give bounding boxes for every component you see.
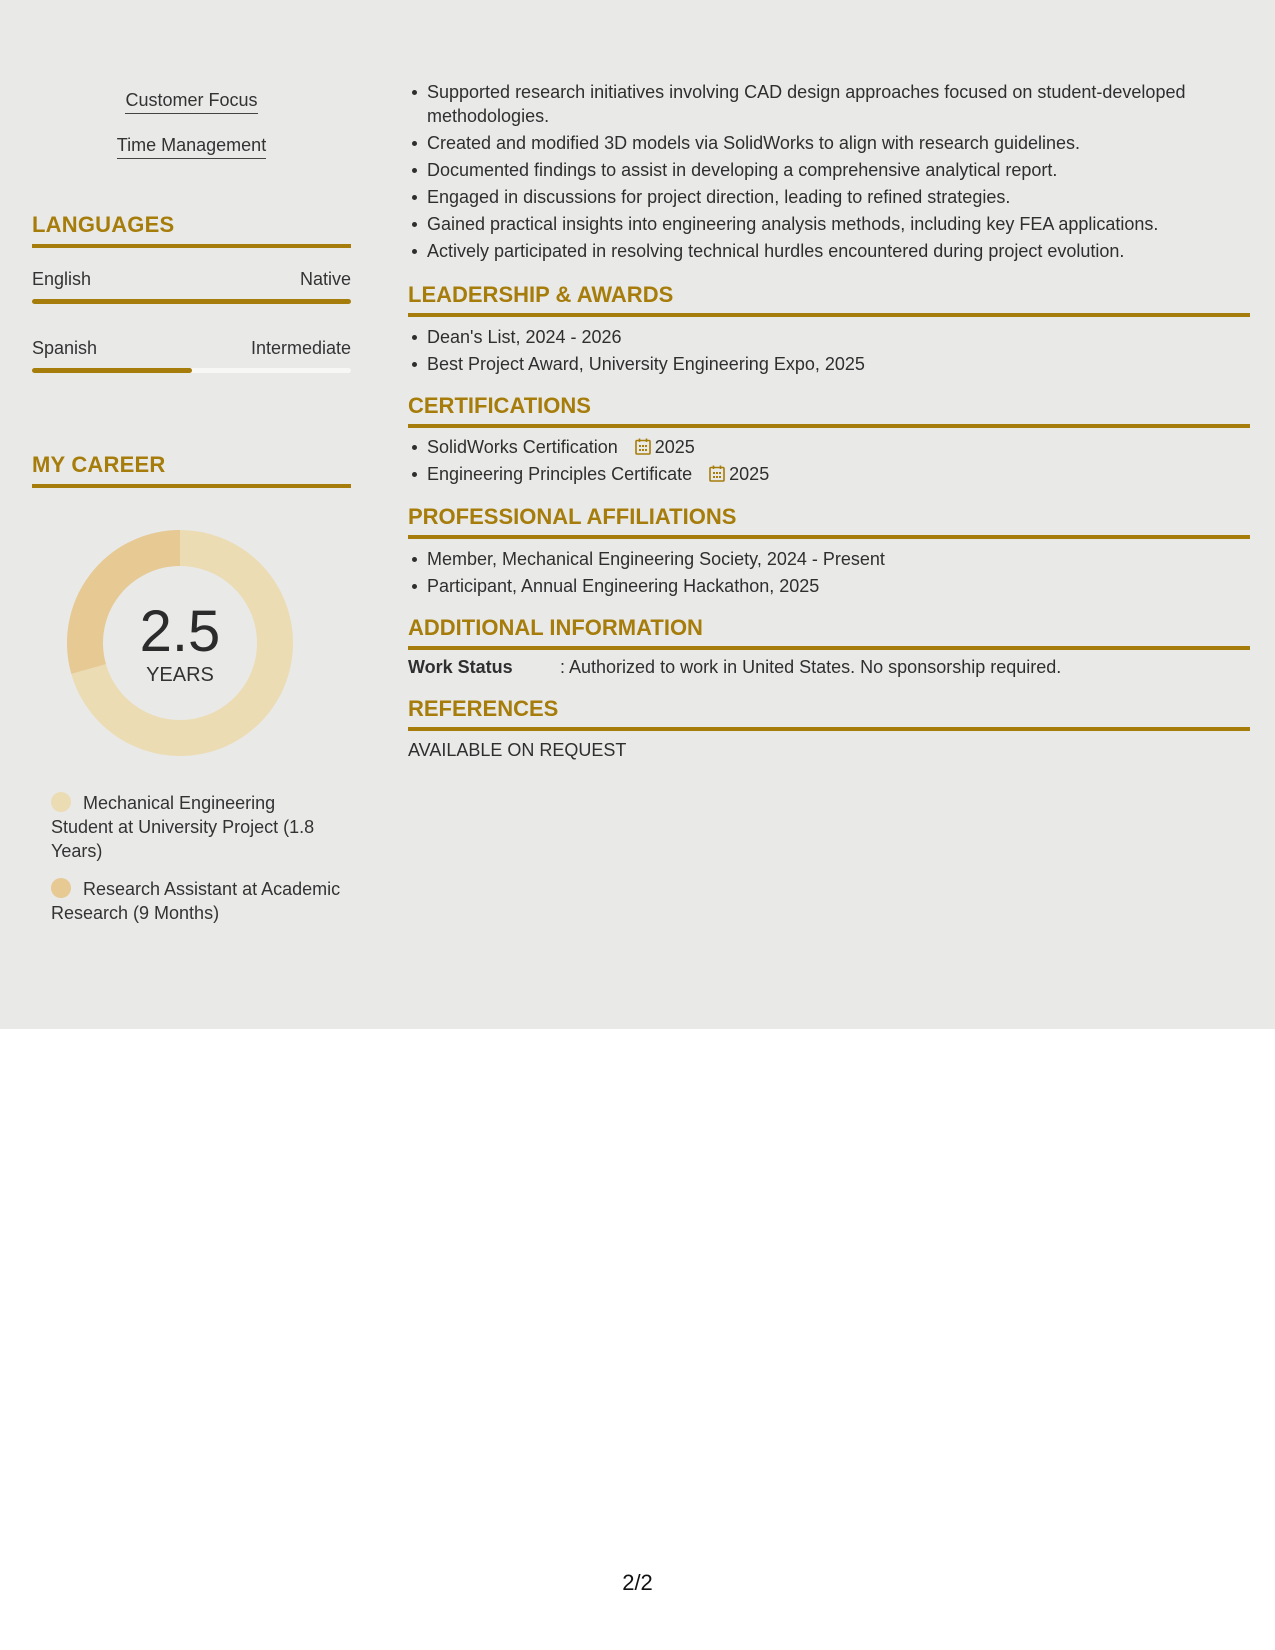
career-donut-chart (67, 530, 293, 756)
certification-item (427, 462, 1250, 486)
certification-item (427, 435, 1250, 459)
references-text: AVAILABLE ON REQUEST (408, 740, 627, 760)
language-name: Spanish (32, 338, 98, 358)
skill-item (32, 88, 351, 114)
career-total-years: 2.5 (139, 599, 221, 664)
experience-bullet: Created and modified 3D models via SolidWorks to align with research guidelines. (427, 131, 1250, 155)
page-number: 2/2 (622, 1570, 653, 1595)
language-proficiency-bar (32, 299, 351, 304)
leadership-item: Best Project Award, University Engineering Expo, 2025 (427, 352, 1250, 376)
certifications-heading: CERTIFICATIONS (408, 393, 1250, 428)
skill-label: Time Management (117, 133, 266, 159)
languages-heading: LANGUAGES (32, 212, 351, 248)
references-heading: REFERENCES (408, 696, 1250, 731)
experience-bullet: Documented findings to assist in developing a comprehensive analytical report. (427, 158, 1250, 182)
leadership-heading: LEADERSHIP & AWARDS (408, 282, 1250, 317)
donut-center (67, 530, 293, 756)
leadership-list (408, 325, 1250, 379)
affiliation-item: Member, Mechanical Engineering Society, 2024 - Present (427, 547, 1250, 571)
legend-label: Mechanical Engineering Student at University Project (1.8 Years) (51, 793, 315, 861)
legend-swatch (51, 878, 71, 898)
certification-name: SolidWorks Certification (427, 437, 618, 457)
certification-year: 2025 (654, 437, 695, 457)
legend-label: Research Assistant at Academic Research (9 Months) (51, 879, 341, 923)
work-status-row (408, 657, 1250, 678)
additional-info-heading: ADDITIONAL INFORMATION (408, 615, 1250, 650)
calendar-icon (709, 465, 725, 482)
experience-bullet: Actively participated in resolving technical hurdles encountered during project evolution. (427, 239, 1250, 263)
leadership-item: Dean's List, 2024 - 2026 (427, 325, 1250, 349)
skill-item (32, 133, 351, 159)
skill-label: Customer Focus (125, 88, 257, 114)
certifications-list (408, 435, 1250, 489)
experience-bullet: Gained practical insights into engineering analysis methods, including key FEA applications. (427, 212, 1250, 236)
work-status-value: : Authorized to work in United States. No sponsorship required. (560, 657, 1062, 677)
career-heading: MY CAREER (32, 452, 351, 488)
career-total-unit: YEARS (146, 664, 214, 686)
experience-bullets (408, 80, 1250, 266)
calendar-icon (635, 438, 651, 455)
language-level: Intermediate (250, 338, 351, 358)
certification-name: Engineering Principles Certificate (427, 464, 693, 484)
affiliations-heading: PROFESSIONAL AFFILIATIONS (408, 504, 1250, 539)
language-proficiency-fill (32, 299, 351, 304)
language-proficiency-fill (32, 368, 192, 373)
career-legend-item (51, 877, 341, 925)
certification-year: 2025 (729, 464, 770, 484)
experience-bullet: Supported research initiatives involving CAD design approaches focused on student-developed methodologies. (427, 80, 1250, 128)
language-level: Native (299, 269, 351, 289)
language-name: English (32, 269, 92, 289)
career-legend-item (51, 791, 341, 863)
language-proficiency-bar (32, 368, 351, 373)
work-status-label: Work Status (408, 657, 513, 677)
affiliations-list (408, 547, 1250, 601)
experience-bullet: Engaged in discussions for project direction, leading to refined strategies. (427, 185, 1250, 209)
legend-swatch (51, 792, 71, 812)
affiliation-item: Participant, Annual Engineering Hackathon, 2025 (427, 574, 1250, 598)
